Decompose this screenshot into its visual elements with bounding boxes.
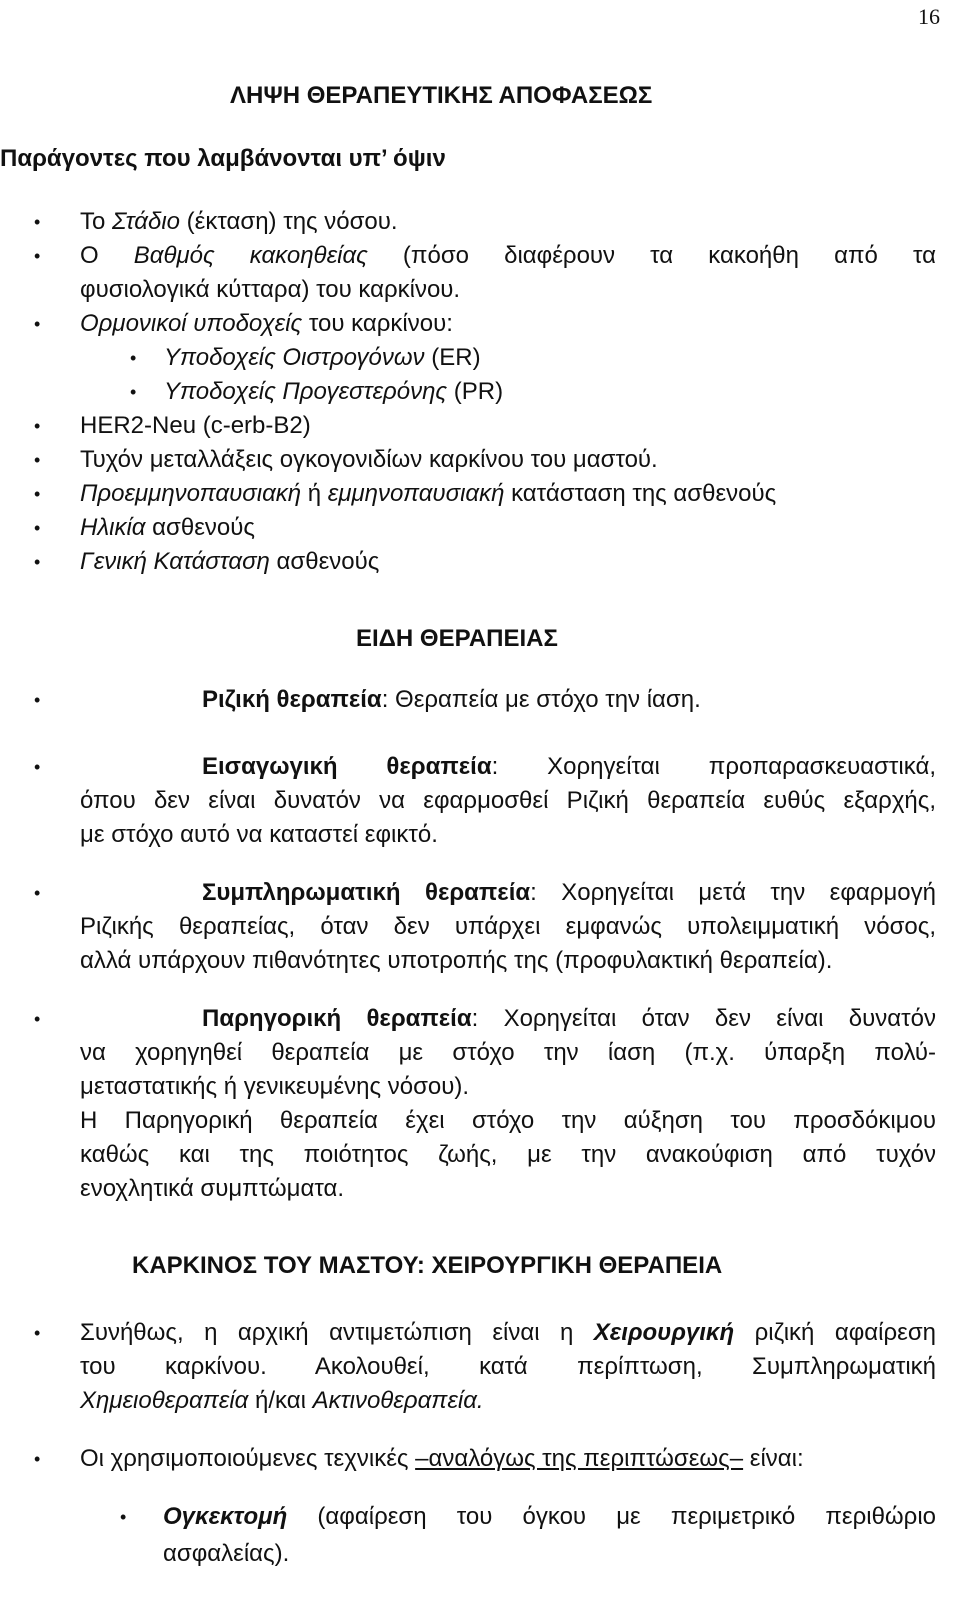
page-number: 16: [918, 4, 940, 29]
surgery-lumpectomy-l2: ασφαλείας).: [163, 1540, 290, 1567]
subheading-factors: Παράγοντες που λαμβάνονται υπ’ όψιν: [0, 145, 446, 172]
factor-grade-cont: φυσιολογικά κύτταρα) του καρκίνου.: [80, 276, 461, 303]
type-neoadjuvant: Εισαγωγική θεραπεία: Χορηγείται προπαρασκευαστικά,: [202, 753, 936, 780]
type-palliative-l3: μεταστατικής ή γενικευμένης νόσου).: [80, 1073, 470, 1100]
bullet-icon: •: [120, 1507, 127, 1527]
surgery-initial-l3: Χημειοθεραπεία ή/και Ακτινοθεραπεία.: [80, 1387, 484, 1414]
surgery-lumpectomy: Ογκεκτομή (αφαίρεση του όγκου με περιμετρικό περιθώριο: [163, 1503, 936, 1530]
factor-age: Ηλικία ασθενούς: [80, 514, 255, 541]
type-adjuvant-l3: αλλά υπάρχουν πιθανότητες υποτροπής της (προφυλακτική θεραπεία).: [80, 947, 833, 974]
heading-treatment-decision: ΛΗΨΗ ΘΕΡΑΠΕΥΤΙΚΗΣ ΑΠΟΦΑΣΕΩΣ: [230, 82, 653, 109]
factor-general: Γενική Κατάσταση ασθενούς: [80, 548, 380, 575]
bullet-icon: •: [130, 348, 137, 368]
bullet-icon: •: [34, 1009, 41, 1029]
bullet-icon: •: [130, 382, 137, 402]
bullet-icon: •: [34, 484, 41, 504]
bullet-icon: •: [34, 690, 41, 710]
factor-hormone: Ορμονικοί υποδοχείς του καρκίνου:: [80, 310, 453, 337]
factor-grade: Ο Βαθμός κακοηθείας (πόσο διαφέρουν τα κακοήθη από τα: [80, 242, 936, 269]
bullet-icon: •: [34, 757, 41, 777]
type-palliative-l6: ενοχλητικά συμπτώματα.: [80, 1175, 344, 1202]
bullet-icon: •: [34, 883, 41, 903]
type-adjuvant-l2: Ριζικής θεραπείας, όταν δεν υπάρχει εμφανώς υπολειμματική νόσος,: [80, 913, 936, 940]
heading-treatment-types: ΕΙΔΗ ΘΕΡΑΠΕΙΑΣ: [356, 625, 558, 652]
factor-stage: Το Στάδιο (έκταση) της νόσου.: [80, 208, 398, 235]
type-palliative-l5: καθώς και της ποιότητος ζωής, με την ανακούφιση από τυχόν: [80, 1141, 936, 1168]
bullet-icon: •: [34, 450, 41, 470]
type-radical: Ριζική θεραπεία: Θεραπεία με στόχο την ίαση.: [202, 686, 701, 713]
type-palliative-l2: να χορηγηθεί θεραπεία με στόχο την ίαση (π.χ. ύπαρξη πολύ-: [80, 1039, 936, 1066]
bullet-icon: •: [34, 314, 41, 334]
bullet-icon: •: [34, 1323, 41, 1343]
heading-surgery: ΚΑΡΚΙΝΟΣ ΤΟΥ ΜΑΣΤΟΥ: ΧΕΙΡΟΥΡΓΙΚΗ ΘΕΡΑΠΕΙΑ: [132, 1252, 723, 1279]
bullet-icon: •: [34, 416, 41, 436]
type-palliative-l4: Η Παρηγορική θεραπεία έχει στόχο την αύξηση του προσδόκιμου: [80, 1107, 936, 1134]
bullet-icon: •: [34, 246, 41, 266]
factor-menopause: Προεμμηνοπαυσιακή ή εμμηνοπαυσιακή κατάσταση της ασθενούς: [80, 480, 777, 507]
type-neoadjuvant-l3: με στόχο αυτό να καταστεί εφικτό.: [80, 821, 438, 848]
surgery-initial: Συνήθως, η αρχική αντιμετώπιση είναι η Χειρουργική ριζική αφαίρεση: [80, 1319, 936, 1346]
type-adjuvant: Συμπληρωματική θεραπεία: Χορηγείται μετά την εφαρμογή: [202, 879, 936, 906]
factor-pr: Υποδοχείς Προγεστερόνης (PR): [164, 378, 504, 405]
bullet-icon: •: [34, 212, 41, 232]
surgery-initial-l2: του καρκίνου. Ακολουθεί, κατά περίπτωση, Συμπληρωματική: [80, 1353, 936, 1380]
surgery-techniques: Οι χρησιμοποιούμενες τεχνικές –αναλόγως της περιπτώσεως– είναι:: [80, 1445, 804, 1472]
factor-er: Υποδοχείς Οιστρογόνων (ER): [164, 344, 481, 371]
bullet-icon: •: [34, 518, 41, 538]
type-neoadjuvant-l2: όπου δεν είναι δυνατόν να εφαρμοσθεί Ριζική θεραπεία ευθύς εξαρχής,: [80, 787, 936, 814]
bullet-icon: •: [34, 552, 41, 572]
factor-her2: HER2-Neu (c-erb-B2): [80, 412, 311, 439]
factor-mutations: Τυχόν μεταλλάξεις ογκογονιδίων καρκίνου του μαστού.: [80, 446, 658, 473]
bullet-icon: •: [34, 1449, 41, 1469]
type-palliative: Παρηγορική θεραπεία: Χορηγείται όταν δεν είναι δυνατόν: [202, 1005, 936, 1032]
